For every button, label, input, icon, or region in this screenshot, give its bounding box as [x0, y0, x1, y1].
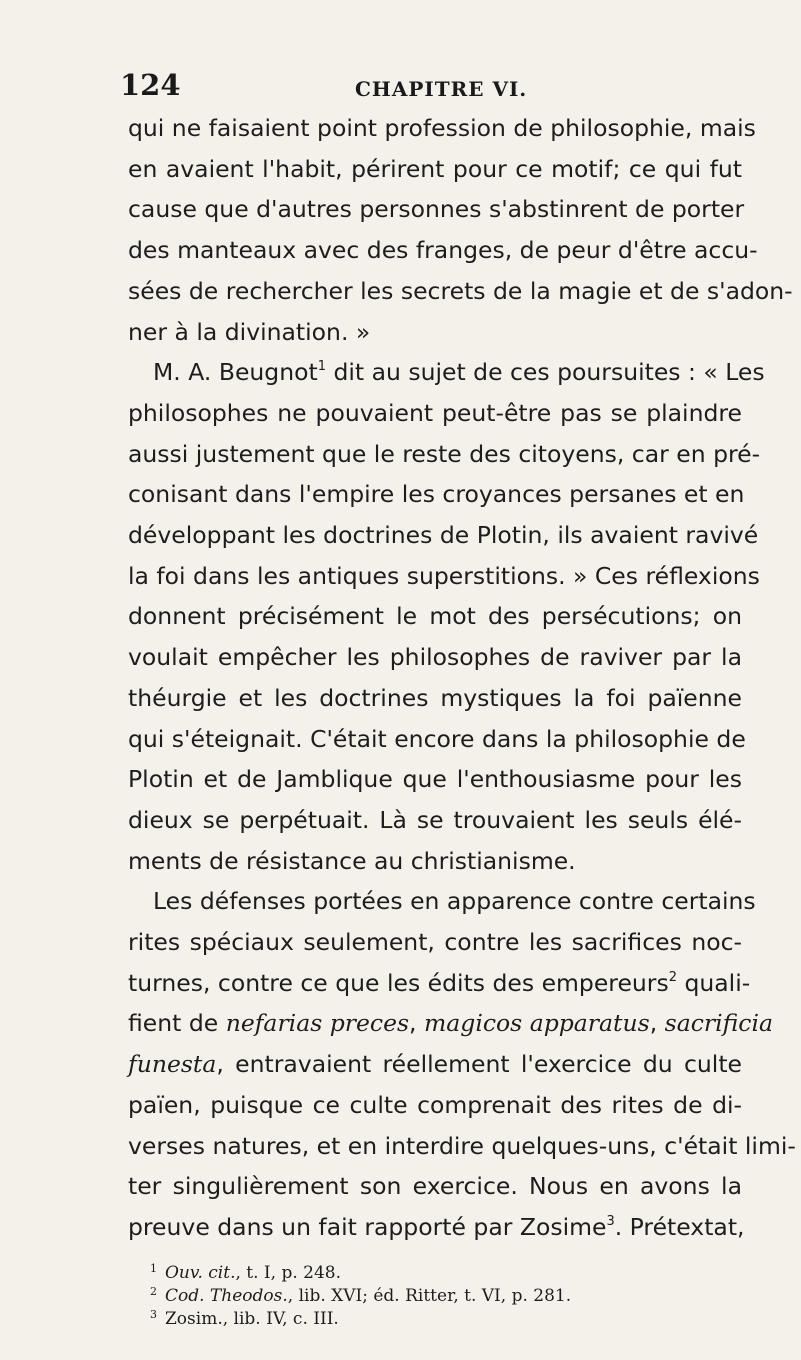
footnote-text: , lib. XVI; éd. Ritter, t. VI, p. 281.	[287, 1286, 572, 1306]
text-span: turnes, contre ce que les édits des empereurs	[128, 968, 669, 997]
text-span: ,	[409, 1009, 424, 1038]
text-line	[128, 1207, 745, 1248]
text-line: sées de rechercher les secrets de la magie et de s'adon-	[128, 276, 793, 305]
text-line: développant les doctrines de Plotin, ils avaient ravivé	[128, 521, 759, 550]
latin-phrase: nefarias preces	[225, 1009, 410, 1038]
body-text	[128, 108, 796, 1248]
text-line: qui s'éteignait. C'était encore dans la philosophie de	[128, 724, 746, 753]
footnote	[150, 1262, 710, 1285]
page-number: 124	[120, 68, 181, 102]
text-line: donnent précisément le mot des persécutions; on	[128, 602, 742, 631]
footnote-number: 2	[150, 1285, 157, 1298]
text-line: philosophes ne pouvaient peut-être pas se plaindre	[128, 398, 742, 427]
latin-phrase: magicos apparatus	[424, 1009, 650, 1038]
text-line: des manteaux avec des franges, de peur d'être accu-	[128, 236, 758, 265]
text-line	[128, 1003, 773, 1044]
footnote-ref: 3	[606, 1213, 615, 1229]
text-line: verses natures, et en interdire quelques-uns, c'était limi-	[128, 1131, 796, 1160]
text-line: païen, puisque ce culte comprenait des rites de di-	[128, 1090, 742, 1119]
text-span: ,	[649, 1009, 665, 1038]
text-line	[128, 1044, 742, 1085]
text-span: . Prétextat,	[614, 1212, 745, 1241]
text-line: rites spéciaux seulement, contre les sacrifices noc-	[128, 928, 742, 957]
footnote-number: 1	[150, 1262, 157, 1275]
text-line: dieux se perpétuait. Là se trouvaient les seuls élé-	[128, 805, 742, 834]
text-line: en avaient l'habit, périrent pour ce motif; ce qui fut	[128, 154, 742, 183]
text-line	[128, 963, 751, 1004]
text-span: dit au sujet de ces poursuites : « Les	[325, 358, 765, 387]
latin-phrase: funesta	[128, 1050, 217, 1079]
footnote-ref: 2	[668, 969, 677, 985]
text-line	[128, 352, 765, 393]
footnotes	[150, 1262, 710, 1331]
page-header	[120, 68, 720, 108]
text-line: voulait empêcher les philosophes de raviver par la	[128, 643, 742, 672]
footnote-source: Ouv. cit.	[165, 1263, 236, 1283]
text-line: la foi dans les antiques superstitions. » Ces réflexions	[128, 561, 760, 590]
text-line: conisant dans l'empire les croyances persanes et en	[128, 480, 745, 509]
text-line: Plotin et de Jamblique que l'enthousiasme pour les	[128, 765, 742, 794]
text-line: Les défenses portées en apparence contre certains	[153, 887, 756, 916]
text-line: cause que d'autres personnes s'abstinrent de porter	[128, 195, 745, 224]
footnote-text: , t. I, p. 248.	[235, 1263, 341, 1283]
footnote-ref: 1	[317, 359, 326, 375]
chapter-title: CHAPITRE VI.	[355, 77, 528, 101]
footnote	[150, 1285, 710, 1308]
footnote-source: Cod. Theodos.	[165, 1286, 288, 1306]
latin-phrase: sacrificia	[664, 1009, 773, 1038]
text-line: théurgie et les doctrines mystiques la foi païenne	[128, 683, 742, 712]
text-line: ner à la divination. »	[128, 317, 371, 346]
footnote-number: 3	[150, 1308, 157, 1321]
text-line: ter singulièrement son exercice. Nous en avons la	[128, 1172, 742, 1201]
text-span: fient de	[128, 1009, 226, 1038]
footnote	[150, 1308, 710, 1331]
text-span: M. A. Beugnot	[153, 358, 318, 387]
text-line: aussi justement que le reste des citoyens, car en pré-	[128, 439, 761, 468]
text-span: quali-	[677, 968, 751, 997]
text-line: ments de résistance au christianisme.	[128, 846, 576, 875]
text-line: qui ne faisaient point profession de philosophie, mais	[128, 114, 756, 142]
text-span: , entravaient réellement l'exercice du culte	[216, 1050, 742, 1079]
text-span: preuve dans un fait rapporté par Zosime	[128, 1212, 607, 1241]
footnote-text: Zosim., lib. IV, c. III.	[165, 1309, 339, 1329]
